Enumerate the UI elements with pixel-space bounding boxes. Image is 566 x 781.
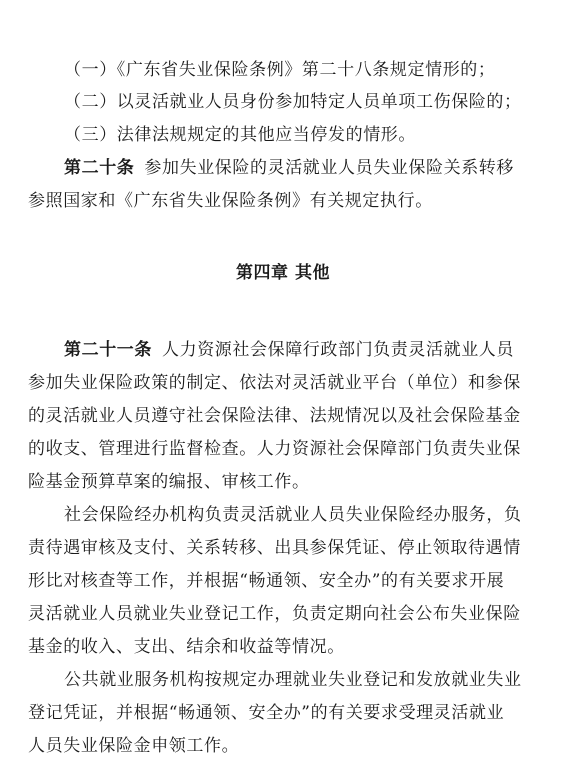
article-21-p2-line3: 形比对核查等工作，并根据“畅通领、安全办”的有关要求开展 [28, 571, 505, 591]
article-21-p3-line1: 公共就业服务机构按规定办理就业失业登记和发放就业失业 [64, 670, 522, 690]
article-21-p1-line2: 参加失业保险政策的制定、依法对灵活就业平台（单位）和参保 [28, 373, 521, 393]
article-20-text-line1: 参加失业保险的灵活就业人员失业保险关系转移 [144, 158, 515, 178]
article-21-p1-line5: 险基金预算草案的编报、审核工作。 [28, 472, 310, 492]
article-21-p2-line1: 社会保险经办机构负责灵活就业人员失业保险经办服务，负 [64, 505, 522, 525]
article-21-p1-line4: 的收支、管理进行监督检查。人力资源社会保障部门负责失业保 [28, 439, 521, 459]
article-20-text-line2: 参照国家和《广东省失业保险条例》有关规定执行。 [28, 191, 433, 211]
article-21-p1-line3: 的灵活就业人员遵守社会保险法律、法规情况以及社会保险基金 [28, 406, 521, 426]
list-item-1: （一）《广东省失业保险条例》第二十八条规定情形的； [64, 60, 496, 80]
list-item-2: （二）以灵活就业人员身份参加特定人员单项工伤保险的； [64, 92, 522, 112]
article-21-label: 第二十一条 [64, 340, 152, 360]
article-21-p2-line2: 责待遇审核及支付、关系转移、出具参保凭证、停止领取待遇情 [28, 538, 521, 558]
article-20-label: 第二十条 [64, 158, 135, 178]
article-20-first-line [64, 157, 540, 179]
article-21-p2-line4: 灵活就业人员就业失业登记工作，负责定期向社会公布失业保险 [28, 604, 521, 624]
article-21-p3-line2: 登记凭证，并根据“畅通领、安全办”的有关要求受理灵活就业 [28, 703, 505, 723]
article-21-p1-line1: 人力资源社会保障行政部门负责灵活就业人员 [162, 340, 514, 360]
article-21-p2-line5: 基金的收入、支出、结余和收益等情况。 [28, 637, 345, 657]
list-item-3: （三）法律法规规定的其他应当停发的情形。 [64, 125, 416, 145]
article-21-p3-line3: 人员失业保险金申领工作。 [28, 736, 240, 756]
chapter-4-heading: 第四章 其他 [236, 263, 330, 283]
article-21-first-line [64, 339, 540, 361]
